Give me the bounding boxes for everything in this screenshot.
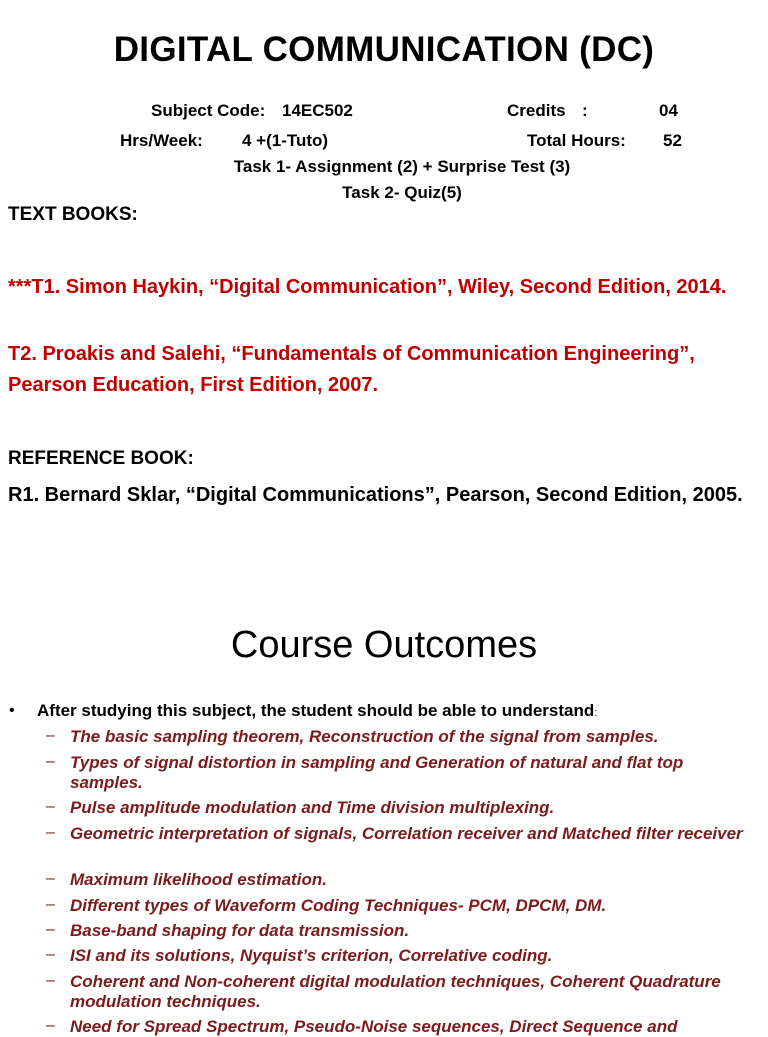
outcomes-intro-text: After studying this subject, the student should be able to understand	[37, 701, 595, 720]
total-hours-value: 52	[663, 131, 682, 150]
outcomes-intro-colon: :	[594, 707, 598, 719]
outcome-text: Need for Spread Spectrum, Pseudo-Noise sequences, Direct Sequence and	[70, 1017, 678, 1036]
text-books-heading: TEXT BOOKS:	[8, 204, 138, 225]
text-book-item: ***T1. Simon Haykin, “Digital Communication”, Wiley, Second Edition, 2014.	[8, 276, 727, 298]
credits-value: 04	[659, 101, 678, 120]
dash-bullet-icon: –	[46, 972, 55, 989]
outcome-text: Geometric interpretation of signals, Correlation receiver and Matched filter receiver	[70, 824, 743, 843]
outcome-text: ISI and its solutions, Nyquist’s criterion, Correlative coding.	[70, 946, 553, 965]
credits-colon: :	[582, 101, 588, 120]
reference-book-heading: REFERENCE BOOK:	[8, 448, 194, 469]
page-title: DIGITAL COMMUNICATION (DC)	[113, 30, 655, 69]
outcome-text: Different types of Waveform Coding Techniques- PCM, DPCM, DM.	[70, 896, 607, 915]
reference-book-item: R1. Bernard Sklar, “Digital Communications”, Pearson, Second Edition, 2005.	[8, 484, 743, 506]
task-2-line: Task 2- Quiz(5)	[342, 183, 462, 202]
outcome-text: Coherent and Non-coherent digital modulation techniques, Coherent Quadrature modulation techniques.	[70, 972, 721, 1011]
total-hours-label: Total Hours:	[527, 131, 626, 150]
bullet-icon: •	[9, 702, 15, 719]
hrs-week-label: Hrs/Week:	[120, 131, 203, 150]
dash-bullet-icon: –	[46, 753, 55, 770]
outcome-text: The basic sampling theorem, Reconstruction of the signal from samples.	[70, 727, 659, 746]
course-outcomes-title: Course Outcomes	[230, 624, 538, 666]
subject-code-value: 14EC502	[282, 101, 353, 120]
outcome-text: Pulse amplitude modulation and Time division multiplexing.	[70, 798, 555, 817]
outcome-text: Maximum likelihood estimation.	[70, 870, 327, 889]
dash-bullet-icon: –	[46, 798, 55, 815]
dash-bullet-icon: –	[46, 727, 55, 744]
dash-bullet-icon: –	[46, 870, 55, 887]
dash-bullet-icon: –	[46, 1017, 55, 1034]
text-book-item: T2. Proakis and Salehi, “Fundamentals of Communication Engineering”, Pearson Education, First Edition, 2007.	[8, 343, 695, 396]
task-1-line: Task 1- Assignment (2) + Surprise Test (3)	[233, 157, 571, 176]
dash-bullet-icon: –	[46, 824, 55, 841]
hrs-week-value: 4 +(1-Tuto)	[242, 131, 329, 150]
outcome-text: Types of signal distortion in sampling and Generation of natural and flat top samples.	[70, 753, 684, 792]
dash-bullet-icon: –	[46, 896, 55, 913]
dash-bullet-icon: –	[46, 946, 55, 963]
dash-bullet-icon: –	[46, 921, 55, 938]
outcome-text: Base-band shaping for data transmission.	[70, 921, 410, 940]
credits-label: Credits	[507, 101, 566, 120]
subject-code-label: Subject Code:	[151, 101, 266, 120]
